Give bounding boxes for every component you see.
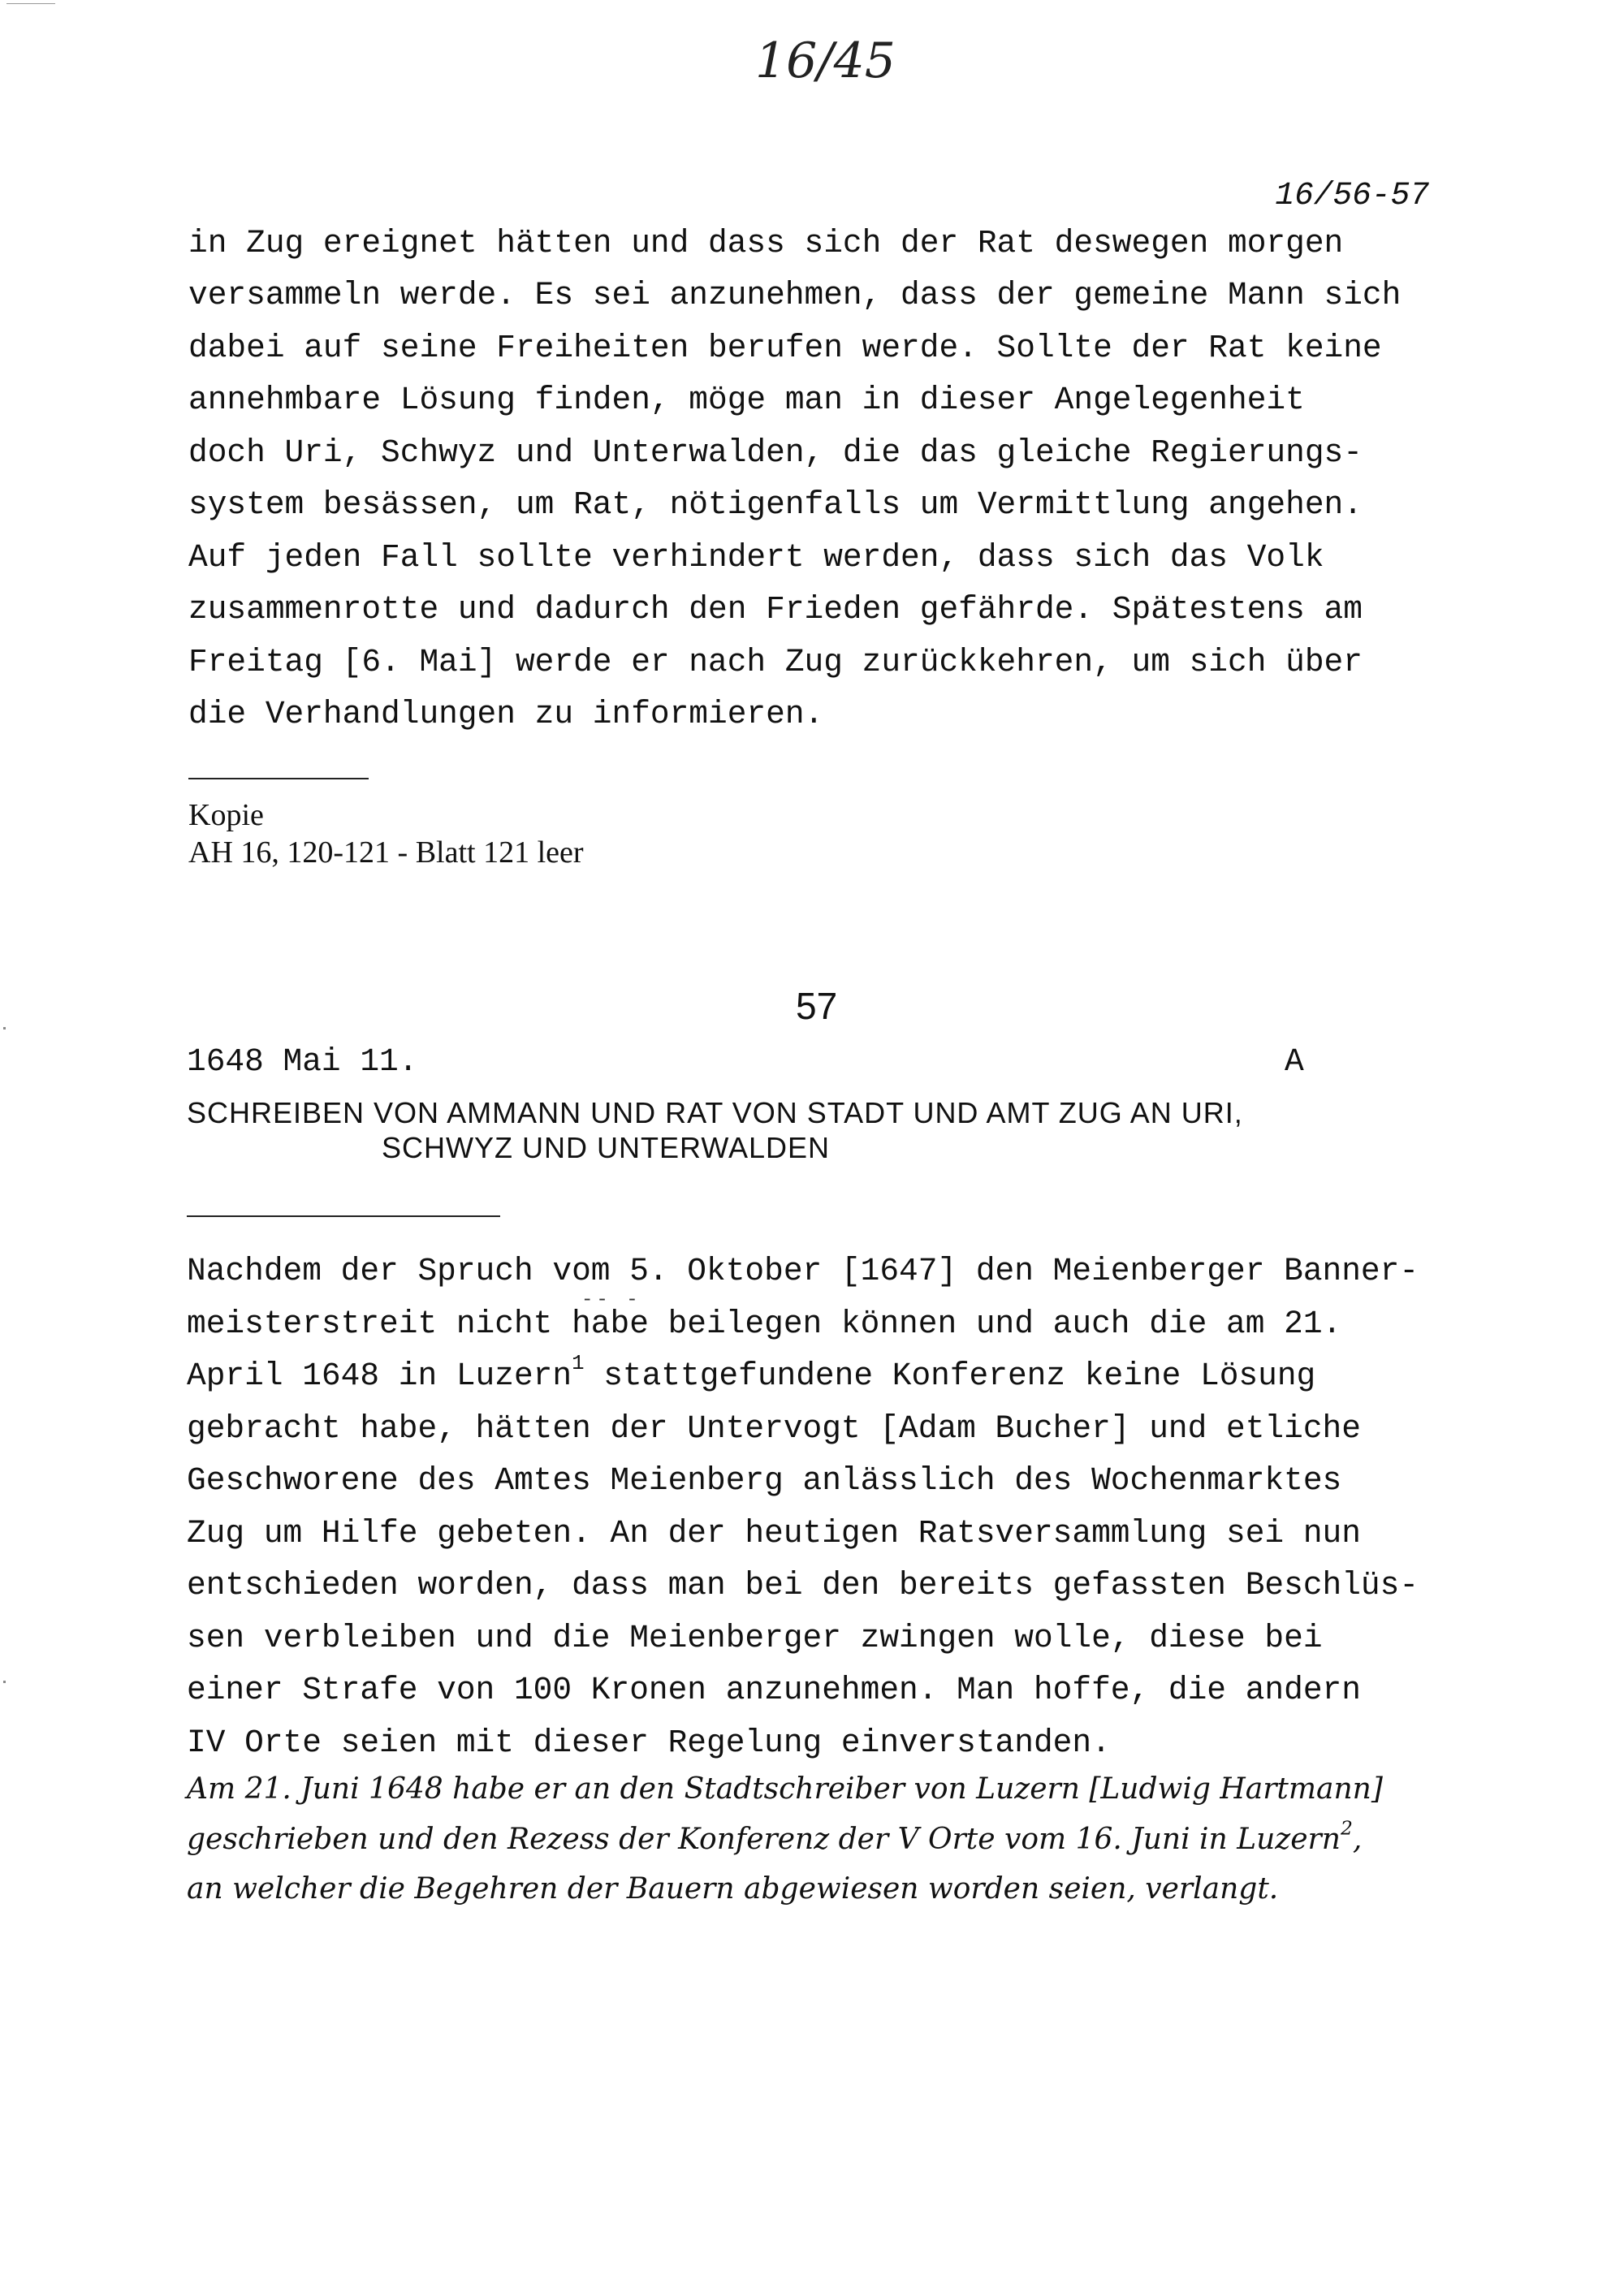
source-type: Kopie — [188, 798, 264, 832]
text-line: sen verbleiben und die Meienberger zwingen wolle, diese bei — [187, 1620, 1323, 1656]
text-segment: geschrieben und den Rezess der Konferenz der V Orte vom 16. Juni in Luzern — [187, 1823, 1341, 1856]
text-segment: , — [1352, 1823, 1363, 1856]
note-line — [187, 1816, 1363, 1856]
text-line: Freitag [6. Mai] werde er nach Zug zurückkehren, um sich über — [188, 644, 1363, 680]
footnote-marker: 2 — [1340, 1816, 1353, 1840]
text-line: meisterstreit nicht habe beilegen können und auch die am 21. — [187, 1306, 1342, 1342]
text-line: doch Uri, Schwyz und Unterwalden, die das gleiche Regierungs- — [188, 434, 1363, 471]
text-line: IV Orte seien mit dieser Regelung einverstanden. — [187, 1724, 1111, 1761]
document-date: 1648 Mai 11. — [187, 1043, 418, 1080]
handwritten-page-number: 16/45 — [755, 32, 896, 89]
scan-corner-mark — [6, 3, 55, 4]
footnote-marker: 1 — [572, 1351, 585, 1375]
document-title: SCHREIBEN VON AMMANN UND RAT VON STADT UND AMT ZUG AN URI, — [187, 1096, 1243, 1129]
correction-mark: -- - — [581, 1289, 641, 1311]
document-letter: A — [1285, 1043, 1304, 1080]
source-reference: AH 16, 120-121 - Blatt 121 leer — [188, 835, 584, 870]
note-line: an welcher die Begehren der Bauern abgewiesen worden seien, verlangt. — [187, 1872, 1279, 1906]
scan-edge-mark — [3, 1027, 6, 1029]
text-line: annehmbare Lösung finden, möge man in dieser Angelegenheit — [188, 382, 1305, 418]
text-line: gebracht habe, hätten der Untervogt [Adam Bucher] und etliche — [187, 1410, 1361, 1447]
text-line: dabei auf seine Freiheiten berufen werde. Sollte der Rat keine — [188, 330, 1382, 366]
text-line: versammeln werde. Es sei anzunehmen, dass der gemeine Mann sich — [188, 277, 1402, 313]
separator-rule — [187, 1215, 500, 1217]
scan-edge-mark — [3, 1681, 6, 1683]
text-line: entschieden worden, dass man bei den bereits gefassten Beschlüs- — [187, 1567, 1419, 1604]
text-line: Geschworene des Amtes Meienberg anlässlich des Wochenmarktes — [187, 1462, 1342, 1499]
text-segment: April 1648 in Luzern — [187, 1358, 572, 1394]
text-line: system besässen, um Rat, nötigenfalls um Vermittlung angehen. — [188, 486, 1363, 523]
text-line — [187, 1351, 1316, 1394]
note-line: Am 21. Juni 1648 habe er an den Stadtschreiber von Luzern [Ludwig Hartmann] — [187, 1772, 1383, 1806]
separator-rule — [188, 778, 369, 779]
text-line: zusammenrotte und dadurch den Frieden gefährde. Spätestens am — [188, 591, 1363, 628]
text-line: Auf jeden Fall sollte verhindert werden, dass sich das Volk — [188, 539, 1324, 576]
text-line: Zug um Hilfe gebeten. An der heutigen Ratsversammlung sei nun — [187, 1515, 1361, 1552]
text-line: Nachdem der Spruch vom 5. Oktober [1647] den Meienberger Banner- — [187, 1253, 1419, 1289]
document-number: 57 — [796, 985, 838, 1027]
document-title-continued: SCHWYZ UND UNTERWALDEN — [382, 1131, 831, 1164]
text-line: einer Strafe von 100 Kronen anzunehmen. Man hoffe, die andern — [187, 1672, 1361, 1708]
text-line: die Verhandlungen zu informieren. — [188, 696, 824, 732]
text-segment: stattgefundene Konferenz keine Lösung — [584, 1358, 1316, 1394]
text-line: in Zug ereignet hätten und dass sich der Rat deswegen morgen — [188, 225, 1344, 261]
page-reference: 16/56-57 — [1275, 177, 1429, 214]
